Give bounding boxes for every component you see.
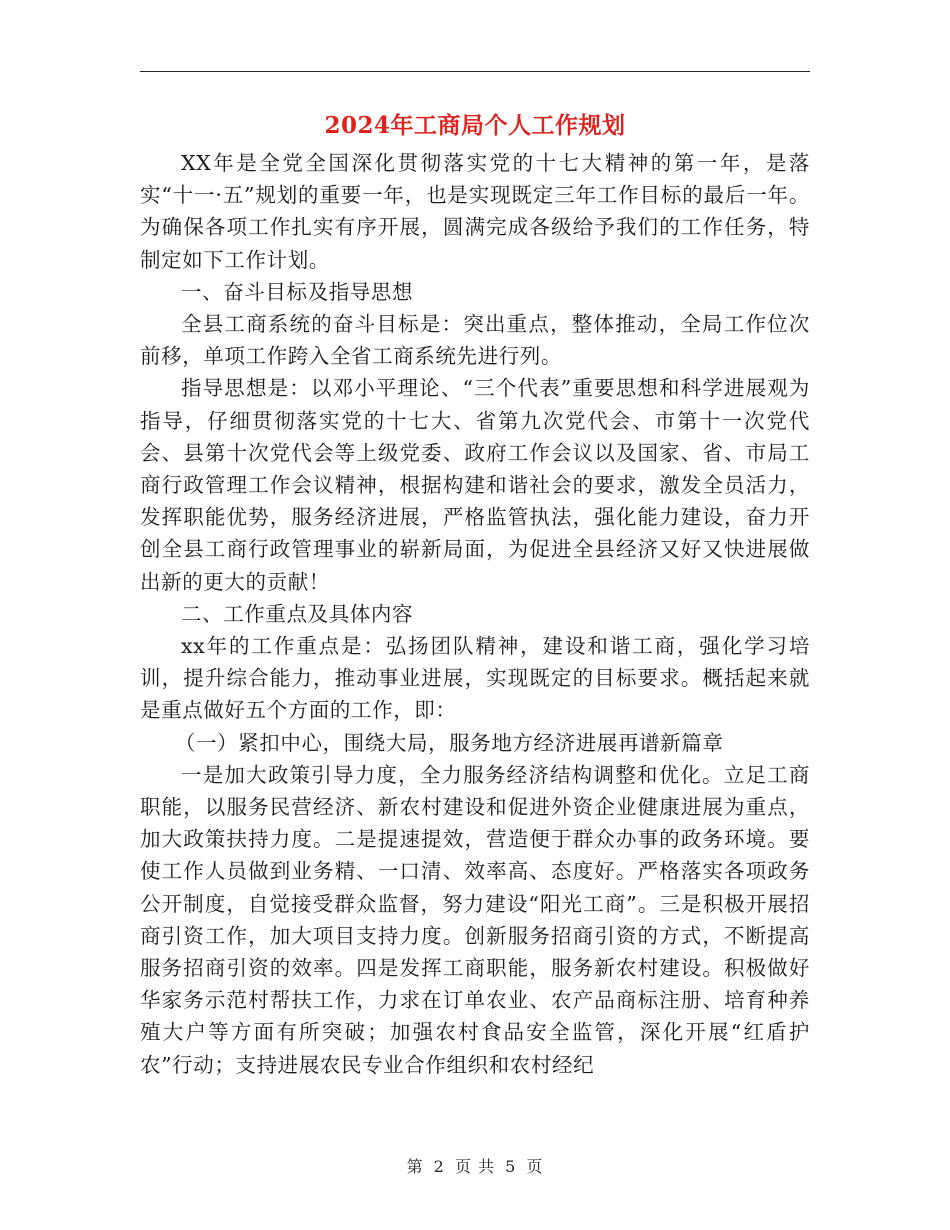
footer-suffix: 页 xyxy=(526,1157,544,1176)
document-body xyxy=(140,147,810,1081)
subsection-heading-1: （一）紧扣中心，围绕大局，服务地方经济进展再谱新篇章 xyxy=(174,730,724,755)
paragraph-guiding-thought: 指导思想是：以邓小平理论、“三个代表”重要思想和科学进展观为指导，仔细贯彻落实党的十七大、省第九次党代会、市第十一次党代会、县第十次党代会等上级党委、政府工作会议以及国家、省、市局工商行政管理工作会议精神，根据构建和谐社会的要求，激发全员活力，发挥职能优势，服务经济进展，严格监管执法，强化能力建设，奋力开创全县工商行政管理事业的崭新局面，为促进全县经济又好又快进展做出新的更大的贡献！ xyxy=(140,376,810,594)
section-heading-2: 二、工作重点及具体内容 xyxy=(181,601,414,626)
paragraph-intro: XX年是全党全国深化贯彻落实党的十七大精神的第一年，是落实“十一·五”规划的重要一年，也是实现既定三年工作目标的最后一年。为确保各项工作扎实有序开展，圆满完成各级给予我们的工作任务，特制定如下工作计划。 xyxy=(140,151,810,272)
document-title: 2024年工商局个人工作规划 xyxy=(324,112,626,139)
footer-middle: 页 共 xyxy=(454,1157,496,1176)
header-rule xyxy=(140,71,810,72)
page-footer xyxy=(0,1154,950,1177)
section-heading-1: 一、奋斗目标及指导思想 xyxy=(181,279,414,304)
paragraph-details: 一是加大政策引导力度，全力服务经济结构调整和优化。立足工商职能，以服务民营经济、新农村建设和促进外资企业健康进展为重点，加大政策扶持力度。二是提速提效，营造便于群众办事的政务环境。要使工作人员做到业务精、一口清、效率高、态度好。严格落实各项政务公开制度，自觉接受群众监督，努力建设“阳光工商”。三是积极开展招商引资工作，加大项目支持力度。创新服务招商引资的方式，不断提高服务招商引资的效率。四是发挥工商职能，服务新农村建设。积极做好华家务示范村帮扶工作，力求在订单农业、农产品商标注册、培育种养殖大户等方面有所突破；加强农村食品安全监管，深化开展“红盾护农”行动；支持进展农民专业合作组织和农村经纪 xyxy=(140,762,810,1077)
footer-total-pages: 5 xyxy=(505,1157,517,1176)
footer-prefix: 第 xyxy=(406,1157,424,1176)
footer-current-page: 2 xyxy=(433,1157,445,1176)
paragraph-work-focus: xx年的工作重点是：弘扬团队精神，建设和谐工商，强化学习培训，提升综合能力，推动事业进展，实现既定的目标要求。概括起来就是重点做好五个方面的工作，即： xyxy=(140,634,810,723)
paragraph-goal: 全县工商系统的奋斗目标是：突出重点，整体推动，全局工作位次前移，单项工作跨入全省工商系统先进行列。 xyxy=(140,312,810,369)
